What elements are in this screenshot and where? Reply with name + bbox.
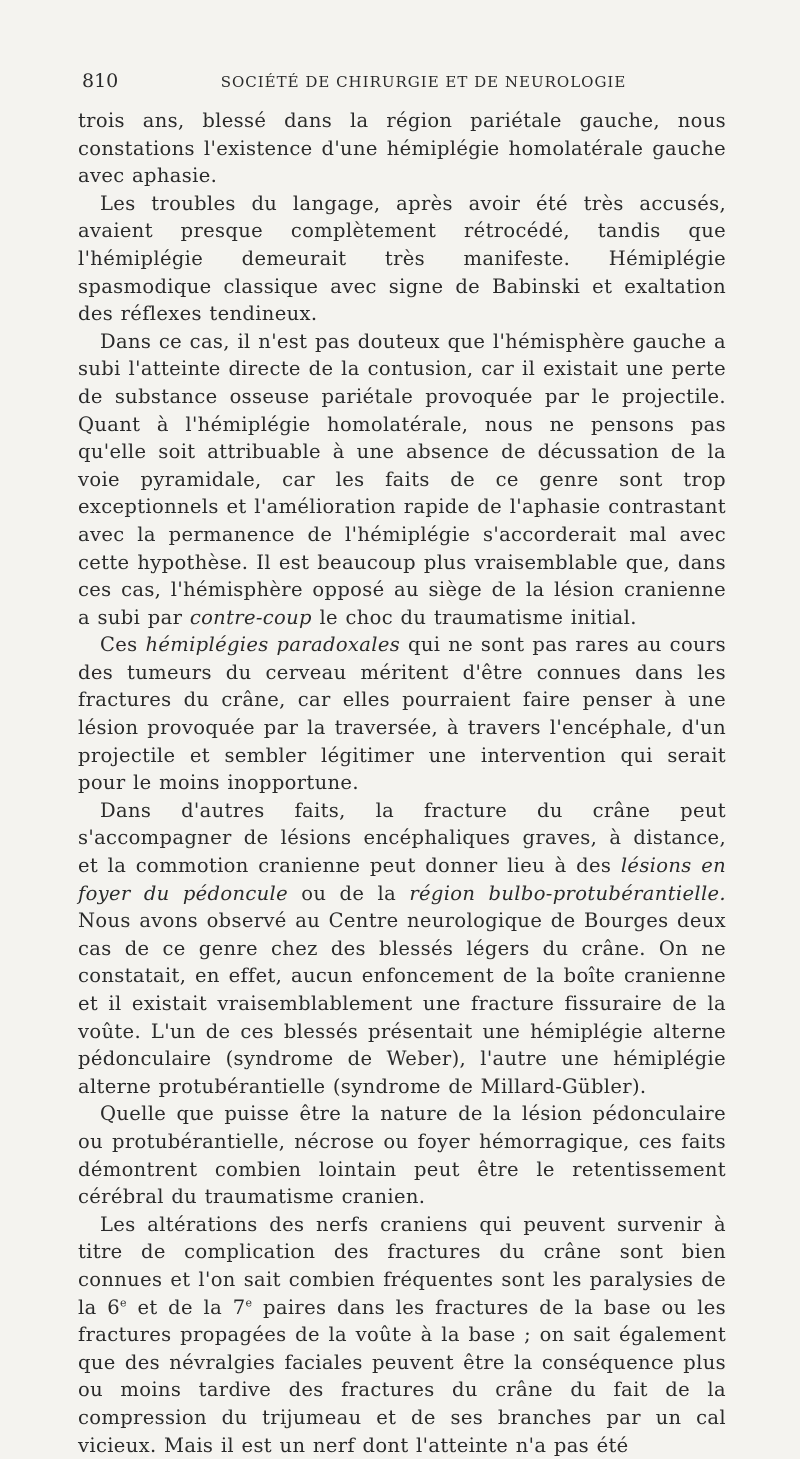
journal-title: SOCIÉTÉ DE CHIRURGIE ET DE NEUROLOGIE xyxy=(220,73,627,91)
paragraph-5-text-b: ou de la xyxy=(301,881,397,905)
paragraph-3-text-b: le choc du traumatisme initial. xyxy=(319,605,637,629)
page-number: 810 xyxy=(82,70,119,92)
paragraph-5 xyxy=(78,797,726,1101)
italic-contre-coup: contre-coup xyxy=(189,605,312,629)
running-head xyxy=(82,70,725,100)
paragraph-7 xyxy=(78,1211,726,1459)
paragraph-7-text-c: paires dans les fractures de la base ou les fractures propagées de la voûte à la base ; on sait également que des névralgies faciales peuvent être la conséquence plus ou moins tardive des fractures du crâne du fait de la compression du trijumeau et de ses branches par un cal vicieux. Mais il est un nerf dont l'atteinte n'a pas été xyxy=(78,1295,726,1457)
paragraph-5-text-a: Dans d'autres faits, la fracture du crâne peut s'accompagner de lésions encéphaliques graves, à distance, et la commotion cranienne peut donner lieu à des xyxy=(78,798,726,878)
superscript-e-2: e xyxy=(245,1296,253,1310)
body-text xyxy=(78,107,726,1459)
italic-lesions-pedoncule: lésions en foyer du pédoncule xyxy=(78,854,726,905)
paragraph-6: Quelle que puisse être la nature de la lésion pédonculaire ou protubérantielle, nécrose ou foyer hémorragique, ces faits démontrent combien lointain peut être le retentissement cérébral du traumatisme cranien. xyxy=(78,1102,726,1209)
paragraph-5-text-c: Nous avons observé au Centre neurologique de Bourges deux cas de ce genre chez des blessés légers du crâne. On ne constatait, en effet, aucun enfoncement de la boîte cranienne et il existait vraisemblablement une fracture fissuraire de la voûte. L'un de ces blessés présentait une hémiplégie alterne pédonculaire (syndrome de Weber), l'autre une hémiplégie alterne protubérantielle (syndrome de Millard-Gübler). xyxy=(78,909,726,1098)
italic-hemiplegies-paradoxales: hémiplégies paradoxales xyxy=(145,633,401,657)
italic-region-bulbo-protuberantielle: région bulbo-protubérantielle. xyxy=(409,881,726,905)
superscript-e-1: e xyxy=(119,1296,127,1310)
paragraph-3-text-a: Dans ce cas, il n'est pas douteux que l'hémisphère gauche a subi l'atteinte directe de la contusion, car il existait une perte de substance osseuse pariétale provoquée par le projectile. Quant à l'hémiplégie homolatérale, nous ne pensons pas qu'elle soit attribuable à une absence de décussation de la voie pyramidale, car les faits de ce genre sont trop exceptionnels et l'amélioration rapide de l'aphasie contrastant avec la permanence de l'hémiplégie s'accorderait mal avec cette hypothèse. Il est beaucoup plus vraisemblable que, dans ces cas, l'hémisphère opposé au siège de la lésion cranienne a subi par xyxy=(78,329,726,629)
paragraph-4-text-a: Ces xyxy=(100,633,138,657)
paragraph-4 xyxy=(78,631,726,797)
paragraph-7-text-b: et de la 7 xyxy=(137,1295,246,1319)
paragraph-2: Les troubles du langage, après avoir été très accusés, avaient presque complètement rétrocédé, tandis que l'hémiplégie demeurait très manifeste. Hémiplégie spasmodique classique avec signe de Babinski et exaltation des réflexes tendineux. xyxy=(78,191,726,326)
paragraph-3 xyxy=(78,328,726,632)
paragraph-1: trois ans, blessé dans la région pariétale gauche, nous constations l'existence d'une hémiplégie homolatérale gauche avec aphasie. xyxy=(78,109,726,188)
paragraph-4-text-b: qui ne sont pas rares au cours des tumeurs du cerveau méritent d'être connues dans les fractures du crâne, car elles pourraient faire penser à une lésion provoquée par la traversée, à travers l'encéphale, d'un projectile et sembler légitimer une intervention qui serait pour le moins inopportune. xyxy=(78,633,726,795)
paragraph-7-text-a: Les altérations des nerfs craniens qui peuvent survenir à titre de complication des fractures du crâne sont bien connues et l'on sait combien fréquentes sont les paralysies de la 6 xyxy=(78,1212,726,1319)
